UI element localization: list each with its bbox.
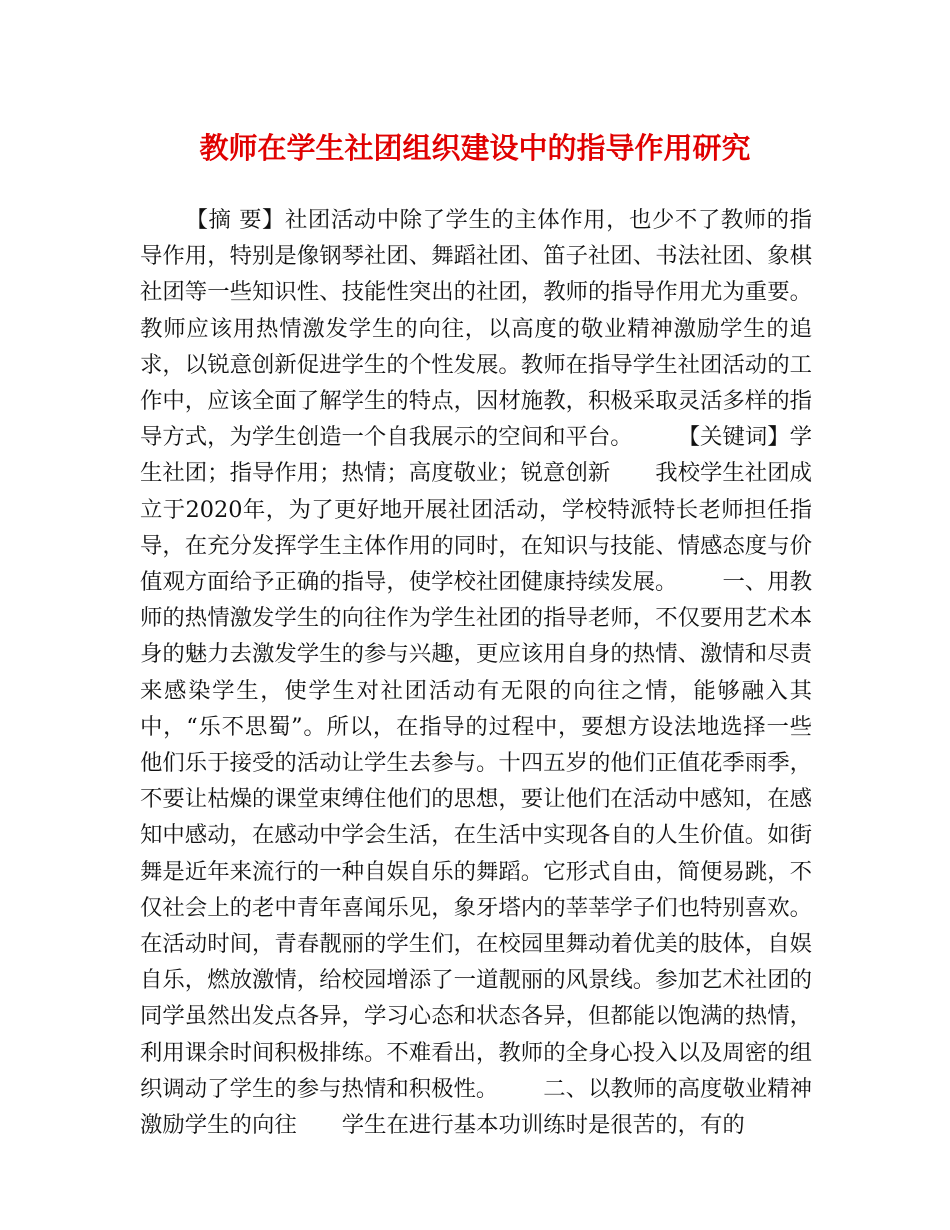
document-title: 教师在学生社团组织建设中的指导作用研究 [199,131,751,165]
section-1-paragraph: 作为学生社团的指导老师，不仅要用艺术本身的魅力去激发学生的参与兴趣，更应该用自身的热情、激情和尽责来感染学生，使学生对社团活动有无限的向往之情，能够融入其中，“乐不思蜀”。所以，在指导的过程中，要想方设法地选择一些他们乐于接受的活动让学生去参与。十四五岁的他们正值花季雨季，不要让枯燥的课堂束缚住他们的思想，要让他们在活动中感知，在感知中感动，在感动中学会生活，在生活中实现各自的人生价值。如街舞是近年来流行的一种自娱自乐的舞蹈。它形式自由，简便易跳，不仅社会上的老中青年喜闻乐见，象牙塔内的莘莘学子们也特别喜欢。在活动时间，青春靓丽的学生们，在校园里舞动着优美的肢体，自娱自乐，燃放激情，给校园增添了一道靓丽的风景线。参加艺术社团的同学虽然出发点各异，学习心态和状态各异，但都能以饱满的热情，利用课余时间积极排练。不难看出，教师的全身心投入以及周密的组织调动了学生的参与热情和积极性。 [140,605,813,1102]
abstract-text: 【摘 要】社团活动中除了学生的主体作用，也少不了教师的指导作用，特别是像钢琴社团、舞蹈社团、笛子社团、书法社团、象棋社团等一些知识性、技能性突出的社团，教师的指导作用尤为重要。教师应该用热情激发学生的向往，以高度的敬业精神激励学生的追求，以锐意创新促进学生的个性发展。教师在指导学生社团活动的工作中，应该全面了解学生的特点，因材施教，积极采取灵活多样的指导方式，为学生创造一个自我展示的空间和平台。 [140,207,812,451]
section-heading-1: 一、用教师的热情激发学生的向往 [140,569,813,632]
intro-paragraph: 我校学生社团成立于2020年，为了更好地开展社团活动，学校特派特长老师担任指导，在充分发挥学生主体作用的同时，在知识与技能、情感态度与价值观方面给予正确的指导，使学校社团健康持续发展。 [140,460,812,596]
section-2-paragraph: 学生在进行基本功训练时是很苦的，有的 [341,1112,745,1139]
document-body [140,202,812,1143]
section-heading-2: 二、以教师的高度敬业精神激励学生的向往 [140,1075,813,1139]
keywords-text: 【关键词】学生社团；指导作用；热情；高度敬业；锐意创新 [140,424,813,487]
